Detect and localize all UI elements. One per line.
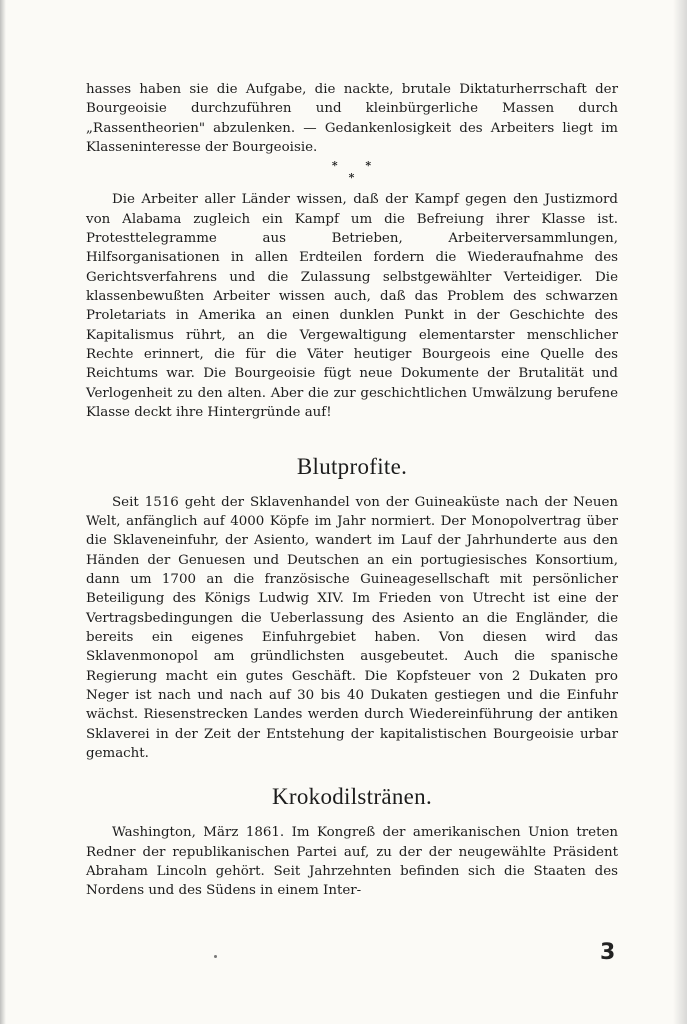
page-edge-shadow-left: [0, 0, 6, 1024]
heading-blutprofite: Blutprofite.: [296, 453, 408, 479]
separator-asterisk-bottom: *: [348, 171, 356, 185]
page-body: [86, 80, 618, 901]
paragraph-continuation: hasses haben sie die Aufgabe, die nackte, brutale Diktaturherrschaft der Bourgeoisie durchzuführen und kleinbürgerliche Massen durch „Rassentheorien" abzulenken. — Gedankenlosigkeit des Arbeiters liegt im Klasseninteresse der Bourgeoisie.: [86, 82, 618, 156]
paragraph-workers: Die Arbeiter aller Länder wissen, daß der Kampf gegen den Justizmord von Alabama zugleich ein Kampf um die Befreiung ihrer Klasse ist. Protesttelegramme aus Betrieben, Arbeiterversammlungen, Hilfsorganisationen in allen Erdteilen fordern die Wiederaufnahme des Gerichtsverfahrens und die Zulassung selbstgewählter Verteidiger. Die klassenbewußten Arbeiter wissen auch, daß das Problem des schwarzen Proletariats in Amerika an einen dunklen Punkt in der Geschichte des Kapitalismus rührt, an die Vergewaltigung elementarster menschlicher Rechte erinnert, die für die Väter heutiger Bourgeois eine Quelle des Reichtums war. Die Bourgeoisie fügt neue Dokumente der Brutalität und Verlogenheit zu den alten. Aber die zur geschichtlichen Umwälzung berufene Klasse deckt ihre Hintergründe auf!: [86, 192, 618, 421]
page-number: 3: [600, 940, 616, 965]
separator-asterisks-top: * *: [331, 159, 373, 173]
section-separator: [86, 160, 618, 184]
paper-speck: [214, 955, 217, 958]
page-edge-shadow-right: [673, 0, 687, 1024]
heading-krokodilstraenen: Krokodilstränen.: [271, 784, 433, 810]
paragraph-slave-trade: Seit 1516 geht der Sklavenhandel von der Guineaküste nach der Neuen Welt, anfänglich auf 4000 Köpfe im Jahr normiert. Der Monopolvertrag über die Sklaveneinfuhr, der Asiento, wandert im Lauf der Jahrhunderte aus den Händen der Genuesen und Deutschen an ein portugiesisches Konsortium, dann um 1700 an die französische Guineagesellschaft mit persönlicher Beteiligung des Königs Ludwig XIV. Im Frieden von Utrecht ist eine der Vertragsbedingungen die Ueberlassung des Asiento an die Engländer, die bereits ein eigenes Einfuhrgebiet haben. Von diesen wird das Sklavenmonopol am gründlichsten ausgebeutet. Auch die spanische Regierung macht ein gutes Geschäft. Die Kopfsteuer von 2 Dukaten pro Neger ist nach und nach auf 30 bis 40 Dukaten gestiegen und die Einfuhr wächst. Riesenstrecken Landes werden durch Wiedereinführung der antiken Sklaverei in der Zeit der Entstehung der kapitalistischen Bourgeoisie urbar gemacht.: [86, 494, 618, 761]
paragraph-washington: Washington, März 1861. Im Kongreß der amerikanischen Union treten Redner der republikanischen Partei auf, zu der der neugewählte Präsident Abraham Lincoln gehört. Seit Jahrzehnten befinden sich die Staaten des Nordens und des Südens in einem Inter-: [86, 825, 618, 899]
